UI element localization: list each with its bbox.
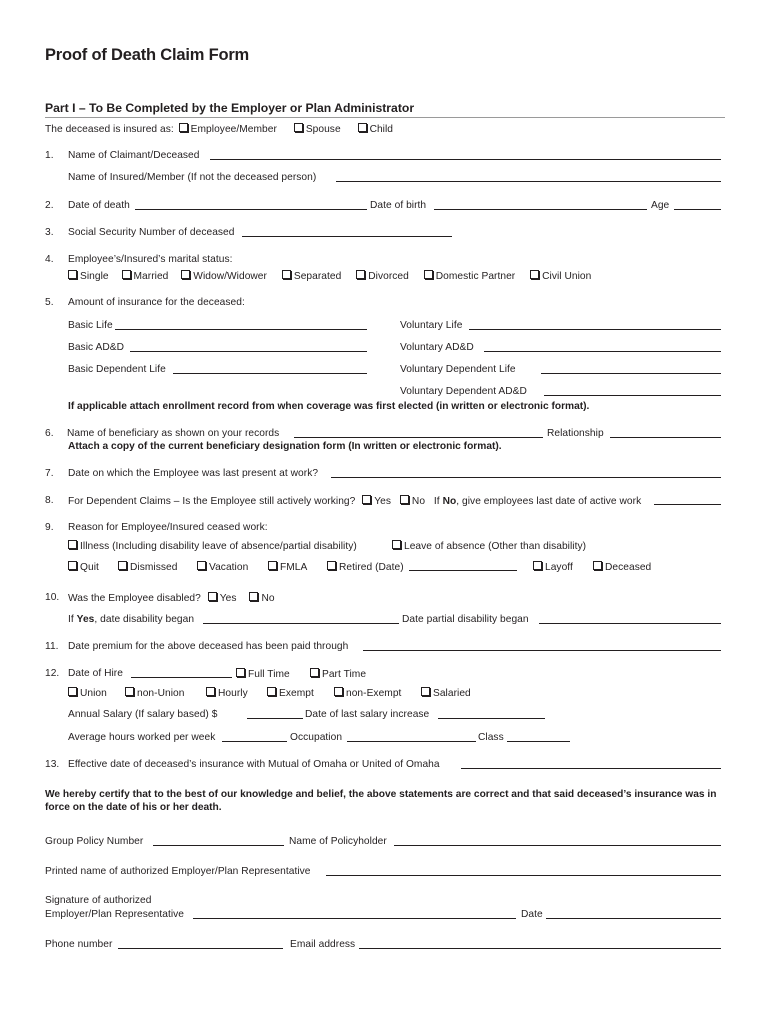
item-number-10: 10. <box>45 592 60 603</box>
disability-began-field[interactable] <box>203 614 399 624</box>
exempt-checkbox[interactable]: Exempt <box>267 687 314 699</box>
email-address-label: Email address <box>290 939 356 950</box>
checkbox-icon <box>268 561 277 570</box>
partial-disability-field[interactable] <box>539 614 721 624</box>
checkbox-icon <box>206 687 215 696</box>
checkbox-icon <box>125 687 134 696</box>
date-of-hire-field[interactable] <box>131 668 232 678</box>
item-number-9: 9. <box>45 522 54 533</box>
claimant-name-label: Name of Claimant/Deceased <box>68 150 200 161</box>
class-label: Class <box>478 732 504 743</box>
item-number-5: 5. <box>45 297 54 308</box>
basic-life-label: Basic Life <box>68 320 113 331</box>
checkbox-icon <box>392 540 401 549</box>
checkbox-icon <box>118 561 127 570</box>
last-active-date-field[interactable] <box>654 495 721 505</box>
phone-number-label: Phone number <box>45 939 113 950</box>
last-present-field[interactable] <box>331 468 721 478</box>
relationship-field[interactable] <box>610 428 721 438</box>
ceased-work-label: Reason for Employee/Insured ceased work: <box>68 522 268 533</box>
dependent-claims-row <box>68 495 641 507</box>
actively-working-yes-checkbox[interactable]: Yes <box>362 496 391 507</box>
annual-salary-label: Annual Salary (If salary based) $ <box>68 709 218 720</box>
checkbox-icon <box>181 270 190 279</box>
voluntary-life-label: Voluntary Life <box>400 320 463 331</box>
leave-of-absence-checkbox[interactable]: Leave of absence (Other than disability) <box>392 540 586 552</box>
full-time-checkbox[interactable]: Full Time <box>236 668 290 680</box>
certification-statement: We hereby certify that to the best of our knowledge and belief, the above statements are correct and that said deceased’s insurance was in force on the date of his or her death. <box>45 789 717 813</box>
average-hours-field[interactable] <box>222 732 287 742</box>
checkbox-icon <box>68 561 77 570</box>
beneficiary-field[interactable] <box>294 428 543 438</box>
divorced-checkbox[interactable]: Divorced <box>356 271 409 282</box>
disabled-no-checkbox[interactable]: No <box>249 593 274 604</box>
item-number-8: 8. <box>45 495 54 506</box>
average-hours-label: Average hours worked per week <box>68 732 216 743</box>
item-number-3: 3. <box>45 227 54 238</box>
illness-checkbox[interactable]: Illness (Including disability leave of absence/partial disability) <box>68 540 357 552</box>
premium-paid-field[interactable] <box>363 641 721 651</box>
checkbox-icon <box>358 123 367 132</box>
employee-member-checkbox[interactable]: Employee/Member <box>179 124 277 135</box>
non-exempt-checkbox[interactable]: non-Exempt <box>334 687 401 699</box>
policyholder-field[interactable] <box>394 836 721 846</box>
checkbox-icon <box>310 668 319 677</box>
insured-name-field[interactable] <box>336 172 721 182</box>
item-number-4: 4. <box>45 254 54 265</box>
checkbox-icon <box>334 687 343 696</box>
beneficiary-note: Attach a copy of the current beneficiary designation form (In written or electronic format). <box>68 441 502 452</box>
voluntary-dependent-add-label: Voluntary Dependent AD&D <box>400 386 527 397</box>
part-time-checkbox[interactable]: Part Time <box>310 668 366 680</box>
printed-name-label: Printed name of authorized Employer/Plan Representative <box>45 866 311 877</box>
child-checkbox[interactable]: Child <box>358 124 393 135</box>
retired-date-field[interactable] <box>409 561 517 571</box>
ssn-label: Social Security Number of deceased <box>68 227 235 238</box>
basic-add-field[interactable] <box>130 342 367 352</box>
printed-name-field[interactable] <box>326 866 721 876</box>
item-number-6: 6. <box>45 428 54 439</box>
date-of-hire-label: Date of Hire <box>68 668 123 679</box>
checkbox-icon <box>236 668 245 677</box>
checkbox-icon <box>68 687 77 696</box>
claimant-name-field[interactable] <box>210 150 721 160</box>
annual-salary-field[interactable] <box>247 709 303 719</box>
enrollment-record-note: If applicable attach enrollment record from when coverage was first elected (in written or electronic format). <box>68 401 590 412</box>
date-of-death-label: Date of death <box>68 200 130 211</box>
basic-dependent-life-label: Basic Dependent Life <box>68 364 166 375</box>
occupation-label: Occupation <box>290 732 343 743</box>
disabled-label: Was the Employee disabled? <box>68 593 201 604</box>
hourly-checkbox[interactable]: Hourly <box>206 687 248 699</box>
email-address-field[interactable] <box>359 939 721 949</box>
insured-as-row <box>45 123 393 135</box>
spouse-checkbox[interactable]: Spouse <box>294 124 341 135</box>
layoff-checkbox[interactable]: Layoff <box>533 561 573 573</box>
date-of-birth-label: Date of birth <box>370 200 427 211</box>
item-number-11: 11. <box>45 641 59 652</box>
basic-life-field[interactable] <box>115 320 367 330</box>
actively-working-no-checkbox[interactable]: No <box>400 496 425 507</box>
insured-as-label: The deceased is insured as: <box>45 124 174 135</box>
disability-began-label: If Yes, date disability began <box>68 614 195 625</box>
separated-checkbox[interactable]: Separated <box>282 271 341 282</box>
signature-field[interactable] <box>193 909 516 919</box>
retired-checkbox[interactable]: Retired (Date) <box>327 561 404 573</box>
premium-paid-label: Date premium for the above deceased has been paid through <box>68 641 349 652</box>
voluntary-add-field[interactable] <box>484 342 721 352</box>
vacation-checkbox[interactable]: Vacation <box>197 561 248 573</box>
civil-union-checkbox[interactable]: Civil Union <box>530 271 591 282</box>
item-number-12: 12. <box>45 668 60 679</box>
age-label: Age <box>651 200 670 211</box>
occupation-field[interactable] <box>347 732 476 742</box>
single-checkbox[interactable]: Single <box>68 271 109 282</box>
no-bold-text: No <box>442 496 457 507</box>
checkbox-icon <box>197 561 206 570</box>
basic-dependent-life-field[interactable] <box>173 364 367 374</box>
disabled-row <box>68 592 275 604</box>
insured-name-label: Name of Insured/Member (If not the deceased person) <box>68 172 317 183</box>
salaried-checkbox[interactable]: Salaried <box>421 687 471 699</box>
last-salary-increase-label: Date of last salary increase <box>305 709 430 720</box>
signature-date-field[interactable] <box>546 909 721 919</box>
effective-date-field[interactable] <box>461 759 721 769</box>
checkbox-icon <box>249 592 258 601</box>
age-field[interactable] <box>674 200 721 210</box>
domestic-partner-checkbox[interactable]: Domestic Partner <box>424 271 516 282</box>
item-number-7: 7. <box>45 468 54 479</box>
checkbox-icon <box>530 270 539 279</box>
group-policy-field[interactable] <box>153 836 284 846</box>
widow-widower-checkbox[interactable]: Widow/Widower <box>181 271 267 282</box>
checkbox-icon <box>533 561 542 570</box>
effective-date-label: Effective date of deceased’s insurance with Mutual of Omaha or United of Omaha <box>68 759 440 770</box>
marital-status-options <box>68 270 591 282</box>
item-number-2: 2. <box>45 200 54 211</box>
beneficiary-label: Name of beneficiary as shown on your records <box>67 428 280 439</box>
checkbox-icon <box>593 561 602 570</box>
voluntary-add-label: Voluntary AD&D <box>400 342 474 353</box>
group-policy-label: Group Policy Number <box>45 836 144 847</box>
dismissed-checkbox[interactable]: Dismissed <box>118 561 177 573</box>
signature-label-line2: Employer/Plan Representative <box>45 909 185 920</box>
voluntary-dependent-life-label: Voluntary Dependent Life <box>400 364 516 375</box>
checkbox-icon <box>421 687 430 696</box>
married-checkbox[interactable]: Married <box>122 271 169 282</box>
voluntary-life-field[interactable] <box>469 320 721 330</box>
basic-add-label: Basic AD&D <box>68 342 124 353</box>
if-text: If <box>433 496 440 507</box>
deceased-checkbox[interactable]: Deceased <box>593 561 651 573</box>
disabled-yes-checkbox[interactable]: Yes <box>208 593 237 604</box>
checkbox-icon <box>179 123 188 132</box>
ssn-field[interactable] <box>242 227 452 237</box>
marital-status-label: Employee’s/Insured’s marital status: <box>68 254 233 265</box>
last-salary-increase-field[interactable] <box>438 709 545 719</box>
checkbox-icon <box>362 495 371 504</box>
checkbox-icon <box>327 561 336 570</box>
checkbox-icon <box>400 495 409 504</box>
signature-label-line1: Signature of authorized <box>45 895 152 906</box>
checkbox-icon <box>68 270 77 279</box>
partial-disability-label: Date partial disability began <box>402 614 529 625</box>
checkbox-icon <box>68 540 77 549</box>
dependent-claims-label: For Dependent Claims – Is the Employee still actively working? <box>68 496 356 507</box>
last-active-label: , give employees last date of active work <box>456 496 642 507</box>
item-number-13: 13. <box>45 759 60 770</box>
checkbox-icon <box>282 270 291 279</box>
insurance-amount-label: Amount of insurance for the deceased: <box>68 297 245 308</box>
voluntary-dependent-life-field[interactable] <box>541 364 721 374</box>
policyholder-label: Name of Policyholder <box>289 836 387 847</box>
quit-checkbox[interactable]: Quit <box>68 561 99 573</box>
checkbox-icon <box>122 270 131 279</box>
class-field[interactable] <box>507 732 570 742</box>
page-title: Proof of Death Claim Form <box>45 46 250 64</box>
checkbox-icon <box>356 270 365 279</box>
relationship-label: Relationship <box>547 428 604 439</box>
checkbox-icon <box>267 687 276 696</box>
part-1-heading: Part I – To Be Completed by the Employer or Plan Administrator <box>45 101 415 115</box>
checkbox-icon <box>294 123 303 132</box>
heading-rule <box>45 117 725 118</box>
item-number-1: 1. <box>45 150 54 161</box>
date-of-death-field[interactable] <box>135 200 367 210</box>
checkbox-icon <box>424 270 433 279</box>
last-present-label: Date on which the Employee was last present at work? <box>68 468 319 479</box>
fmla-checkbox[interactable]: FMLA <box>268 561 307 573</box>
non-union-checkbox[interactable]: non-Union <box>125 687 184 699</box>
signature-date-label: Date <box>521 909 543 920</box>
voluntary-dependent-add-field[interactable] <box>544 386 721 396</box>
checkbox-icon <box>208 592 217 601</box>
union-checkbox[interactable]: Union <box>68 687 107 699</box>
phone-number-field[interactable] <box>118 939 283 949</box>
date-of-birth-field[interactable] <box>434 200 647 210</box>
